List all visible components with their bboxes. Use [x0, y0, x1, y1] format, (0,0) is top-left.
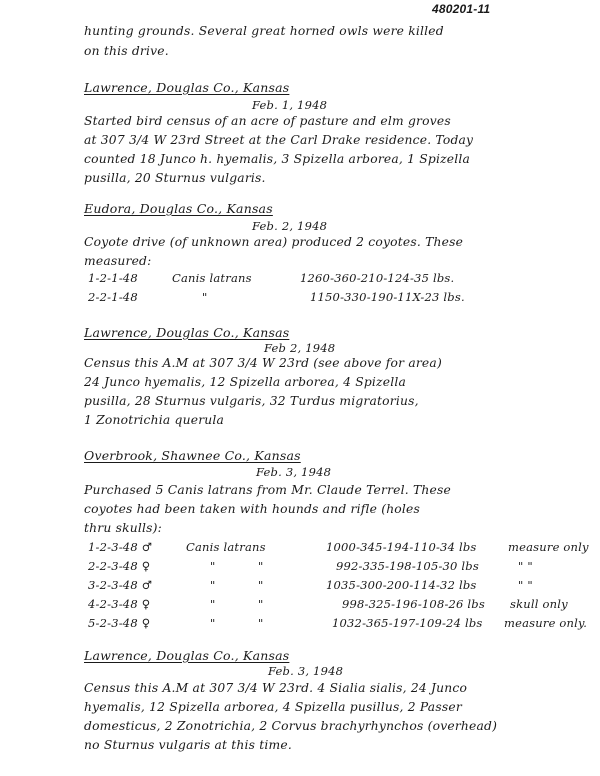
ditto-mark: "	[258, 578, 264, 592]
entry-heading: Overbrook, Shawnee Co., Kansas	[84, 448, 301, 463]
specimen-id: 1-2-1-48	[88, 271, 138, 285]
measurements: 1000-345-194-110-34 lbs	[326, 540, 477, 554]
specimen-id: 2-2-3-48 ♀	[88, 559, 151, 573]
page-id: 480201-11	[432, 2, 491, 16]
specimen-row	[0, 616, 600, 632]
text-line: Census this A.M at 307 3/4 W 23rd (see above for area)	[84, 356, 442, 370]
species-name: "	[210, 578, 216, 592]
species-name: Canis latrans	[186, 540, 266, 554]
specimen-row	[0, 290, 600, 306]
text-line: Coyote drive (of unknown area) produced 2 coyotes. These	[84, 235, 464, 249]
text-line: measured:	[84, 254, 152, 268]
measurements: 998-325-196-108-26 lbs	[342, 597, 485, 611]
text-line: on this drive.	[84, 44, 169, 58]
text-line: domesticus, 2 Zonotrichia, 2 Corvus brachyrhynchos (overhead)	[84, 719, 498, 733]
specimen-row	[0, 271, 600, 287]
specimen-id: 3-2-3-48 ♂	[88, 578, 153, 592]
measurements: 1035-300-200-114-32 lbs	[326, 578, 477, 592]
entry-date: Feb 2, 1948	[264, 341, 336, 355]
text-line: pusilla, 20 Sturnus vulgaris.	[84, 171, 266, 185]
text-line: hyemalis, 12 Spizella arborea, 4 Spizella pusillus, 2 Passer	[84, 700, 462, 714]
measurements: 992-335-198-105-30 lbs	[336, 559, 479, 573]
entry-date: Feb. 3, 1948	[256, 465, 332, 479]
ditto-mark: "	[258, 616, 264, 630]
text-line: thru skulls):	[84, 521, 162, 535]
entry-heading: Eudora, Douglas Co., Kansas	[84, 201, 273, 216]
specimen-id: 1-2-3-48 ♂	[88, 540, 153, 554]
text-line: no Sturnus vulgaris at this time.	[84, 738, 293, 752]
entry-heading: Lawrence, Douglas Co., Kansas	[84, 325, 290, 340]
specimen-id: 2-2-1-48	[88, 290, 138, 304]
text-line: coyotes had been taken with hounds and rifle (holes	[84, 502, 421, 516]
text-line: hunting grounds. Several great horned owls were killed	[84, 24, 444, 38]
specimen-note: " "	[518, 559, 533, 573]
specimen-note: " "	[518, 578, 533, 592]
specimen-note: measure only.	[504, 616, 588, 630]
ditto-mark: "	[258, 597, 264, 611]
specimen-row	[0, 578, 600, 594]
specimen-id: 4-2-3-48 ♀	[88, 597, 151, 611]
entry-date: Feb. 3, 1948	[268, 664, 344, 678]
species-name: Canis latrans	[172, 271, 252, 285]
specimen-note: measure only	[508, 540, 589, 554]
species-name: "	[210, 597, 216, 611]
text-line: counted 18 Junco h. hyemalis, 3 Spizella arborea, 1 Spizella	[84, 152, 471, 166]
ditto-mark: "	[258, 559, 264, 573]
measurements: 1032-365-197-109-24 lbs	[332, 616, 483, 630]
entry-heading: Lawrence, Douglas Co., Kansas	[84, 80, 290, 95]
text-line: pusilla, 28 Sturnus vulgaris, 32 Turdus migratorius,	[84, 394, 419, 408]
species-name: "	[202, 290, 208, 304]
specimen-row	[0, 540, 600, 556]
entry-heading: Lawrence, Douglas Co., Kansas	[84, 648, 290, 663]
entry-date: Feb. 1, 1948	[252, 98, 328, 112]
specimen-row	[0, 597, 600, 613]
measurements: 1260-360-210-124-35 lbs.	[300, 271, 455, 285]
species-name: "	[210, 616, 216, 630]
entry-date: Feb. 2, 1948	[252, 219, 328, 233]
text-line: Census this A.M at 307 3/4 W 23rd. 4 Sialia sialis, 24 Junco	[84, 681, 468, 695]
text-line: 24 Junco hyemalis, 12 Spizella arborea, 4 Spizella	[84, 375, 407, 389]
specimen-row	[0, 559, 600, 575]
specimen-id: 5-2-3-48 ♀	[88, 616, 151, 630]
text-line: 1 Zonotrichia querula	[84, 413, 225, 427]
species-name: "	[210, 559, 216, 573]
text-line: at 307 3/4 W 23rd Street at the Carl Drake residence. Today	[84, 133, 474, 147]
text-line: Started bird census of an acre of pasture and elm groves	[84, 114, 451, 128]
measurements: 1150-330-190-11X-23 lbs.	[310, 290, 465, 304]
text-line: Purchased 5 Canis latrans from Mr. Claude Terrel. These	[84, 483, 451, 497]
specimen-note: skull only	[510, 597, 568, 611]
